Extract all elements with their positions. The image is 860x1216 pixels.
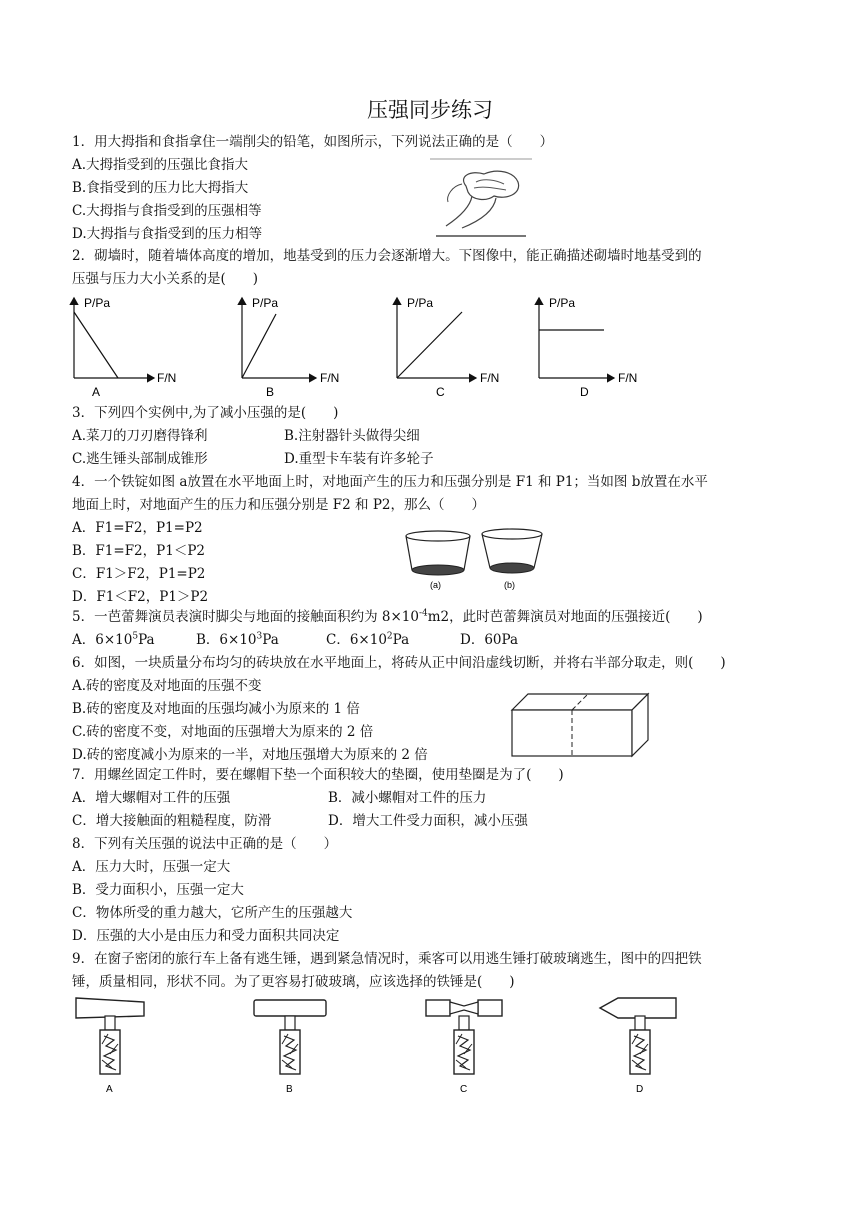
- q9-stem-line2: 锤，质量相同，形状不同。为了更容易打破玻璃，应该选择的铁锤是( ): [72, 974, 515, 990]
- q5-option-c: C．$6\times 10^2Pa$: [326, 631, 410, 648]
- graph-c-label: C: [436, 385, 445, 399]
- ingot-a: [406, 531, 470, 590]
- q7-stem: 7．用螺丝固定工件时，要在螺帽下垫一个面积较大的垫圈，使用垫圈是为了( ): [72, 767, 564, 783]
- graph-b-xlabel: F/N: [320, 371, 340, 385]
- q6-option-c: C.砖的密度不变，对地面的压强增大为原来的 2 倍: [72, 724, 374, 740]
- graph-b: [242, 296, 339, 399]
- q3-option-a: A.菜刀的刀刃磨得锋利: [72, 428, 208, 444]
- ingot-a-label: (a): [430, 580, 441, 590]
- q6-stem: 6．如图，一块质量分布均匀的砖块放在水平地面上，将砖从正中间沿虚线切断，并将右半部分取走，则( ): [72, 655, 726, 671]
- iron-ingot-figure: [400, 524, 560, 594]
- q7-option-c: C．增大接触面的粗糙程度，防滑: [72, 813, 272, 829]
- graph-a-ylabel: P/Pa: [84, 296, 111, 310]
- q8-option-b: B．受力面积小，压强一定大: [72, 882, 244, 898]
- hammer-c-label: C: [460, 1084, 468, 1095]
- q1-option-c: C.大拇指与食指受到的压强相等: [72, 203, 262, 219]
- q7-option-a: A．增大螺帽对工件的压强: [72, 790, 231, 806]
- hammer-d: [600, 998, 676, 1095]
- q4-option-c: C．F1＞F2，P1=P2: [72, 566, 206, 582]
- graph-c-xlabel: F/N: [480, 371, 500, 385]
- q3-option-d: D.重型卡车装有许多轮子: [284, 451, 434, 467]
- graph-b-line: [242, 314, 276, 378]
- hammer-a-label: A: [106, 1084, 113, 1095]
- brick-figure: [508, 688, 654, 760]
- graph-d-label: D: [580, 385, 589, 399]
- q4-stem-line1: 4．一个铁锭如图 a放置在水平地面上时，对地面产生的压力和压强分别是 F1 和 P1；当如图 b放置在水平: [72, 474, 708, 490]
- pencil-fingers-figure: [426, 156, 536, 244]
- q1-stem: 1．用大拇指和食指拿住一端削尖的铅笔，如图所示，下列说法正确的是（ ）: [72, 134, 554, 150]
- hammer-b: [254, 1000, 326, 1095]
- q7-option-b: B．减小螺帽对工件的压力: [328, 790, 487, 806]
- hammer-d-label: D: [636, 1084, 644, 1095]
- q6-option-a: A.砖的密度及对地面的压强不变: [72, 678, 262, 694]
- graph-a-xlabel: F/N: [157, 371, 177, 385]
- ingot-b: [482, 529, 542, 590]
- ingot-b-label: (b): [504, 580, 515, 590]
- graph-d-ylabel: P/Pa: [549, 296, 576, 310]
- graph-c-line: [397, 312, 462, 378]
- q4-option-a: A．F1=F2，P1=P2: [72, 520, 203, 536]
- q6-option-d: D.砖的密度减小为原来的一半，对地压强增大为原来的 2 倍: [72, 747, 428, 763]
- q3-option-b: B.注射器针头做得尖细: [284, 428, 420, 444]
- q2-stem-line1: 2．砌墙时，随着墙体高度的增加，地基受到的压力会逐渐增大。下图像中，能正确描述砌墙时地基受到的: [72, 248, 702, 264]
- q5-stem-post: m2，此时芭蕾舞演员对地面的压强接近( ): [427, 609, 703, 625]
- q4-option-b: B．F1=F2，P1＜P2: [72, 543, 205, 559]
- q7-option-d: D．增大工件受力面积，减小压强: [328, 813, 528, 829]
- graph-c: [397, 296, 499, 399]
- q8-option-c: C．物体所受的重力越大，它所产生的压强越大: [72, 905, 353, 921]
- q1-option-a: A.大拇指受到的压强比食指大: [72, 157, 249, 173]
- graph-a: [74, 296, 176, 399]
- graph-a-label: A: [92, 385, 101, 399]
- q1-option-b: B.食指受到的压力比大拇指大: [72, 180, 249, 196]
- q8-stem: 8．下列有关压强的说法中正确的是（ ）: [72, 836, 338, 852]
- q4-stem-line2: 地面上时，对地面产生的压力和压强分别是 F2 和 P2，那么（ ）: [72, 497, 486, 513]
- graph-d: [539, 296, 637, 399]
- q5-stem-pre: 5．一芭蕾舞演员表演时脚尖与地面的接触面积约为 8×10: [72, 609, 419, 625]
- hammer-c: [426, 1000, 502, 1095]
- graph-a-line: [74, 312, 118, 378]
- graph-b-ylabel: P/Pa: [252, 296, 279, 310]
- hammer-a: [76, 998, 144, 1095]
- q5-stem: [72, 606, 703, 628]
- q9-stem-line1: 9．在窗子密闭的旅行车上备有逃生锤，遇到紧急情况时，乘客可以用逃生锤打破玻璃逃生，图中的四把铁: [72, 951, 702, 967]
- q1-option-d: D.大拇指与食指受到的压力相等: [72, 226, 263, 242]
- graph-c-ylabel: P/Pa: [407, 296, 434, 310]
- graph-d-xlabel: F/N: [618, 371, 638, 385]
- page-title: 压强同步练习: [367, 98, 493, 122]
- q5-stem-sup: -4: [418, 608, 428, 619]
- q2-graphs: [62, 290, 662, 402]
- graph-b-label: B: [266, 385, 275, 399]
- q3-stem: 3．下列四个实例中,为了减小压强的是( ): [72, 405, 339, 421]
- q5-option-b: B．$6\times 10^3Pa$: [196, 631, 279, 648]
- q4-option-d: D．F1＜F2，P1＞P2: [72, 589, 209, 605]
- q8-option-d: D．压强的大小是由压力和受力面积共同决定: [72, 928, 340, 944]
- q6-option-b: B.砖的密度及对地面的压强均减小为原来的 1 倍: [72, 701, 360, 717]
- q5-option-d: D．60Pa: [460, 632, 519, 648]
- q2-stem-line2: 压强与压力大小关系的是( ): [72, 271, 259, 287]
- q3-option-c: C.逃生锤头部制成锥形: [72, 451, 208, 467]
- q8-option-a: A．压力大时，压强一定大: [72, 859, 231, 875]
- q5-option-a: A．$6\times 10^5Pa$: [72, 631, 155, 648]
- hammer-b-label: B: [286, 1084, 293, 1095]
- hammer-figures: [60, 994, 700, 1098]
